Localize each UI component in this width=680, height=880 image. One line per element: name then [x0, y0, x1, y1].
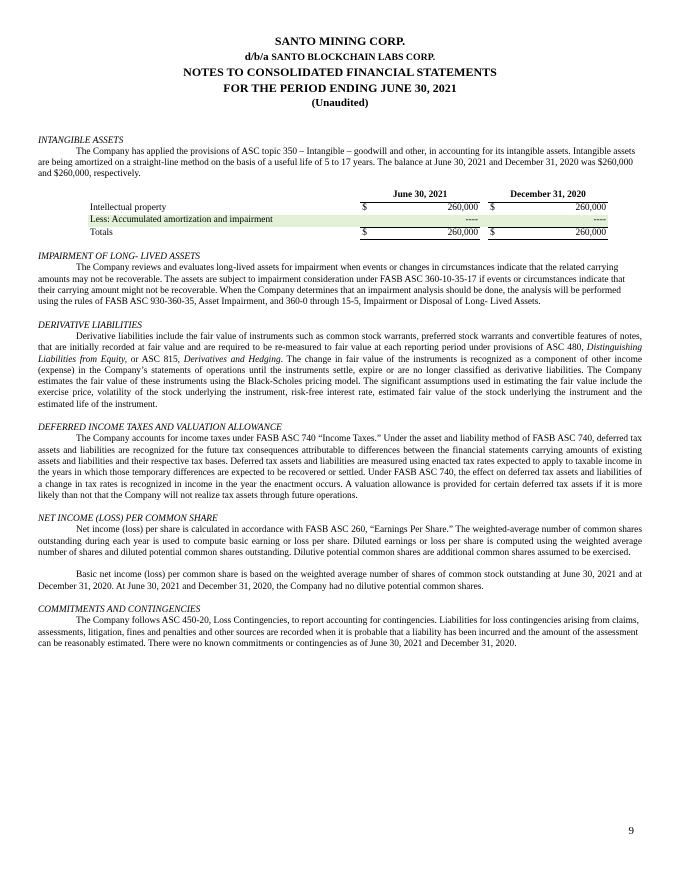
- section-paragraph: The Company reviews and evaluates long-lived assets for impairment when events or changes in circumstances indicate that the related carrying amounts may not be recoverable. The assets are subject to impairment consideration under FASB ASC 360-10-35-17 if events or circumstances indicate that their carrying amount might not be recoverable. When the Company determines that an impairment analysis should be done, the analysis will be performed using the rules of FASB ASC 930-360-35, Asset Impairment, and 360-0 through 15-5, Impairment or Disposal of Long- Lived Assets.: [38, 263, 625, 308]
- cell-value: 260,000: [447, 203, 479, 214]
- paragraph-text: Derivative liabilities include the fair value of instruments such as common stock warrants, preferred stock warrants and convertible features of notes, that are initially recorded at fair value and are required to be re-measured to fair value at each reporting period under provisions of ASC 480,: [38, 331, 642, 354]
- period-title: FOR THE PERIOD ENDING JUNE 30, 2021: [223, 80, 457, 95]
- section-title: INTANGIBLE ASSETS: [38, 135, 124, 146]
- cell-value: 260,000: [500, 227, 608, 240]
- paragraph-text: . The change in fair value of the instruments is recognized as a component of other income (expense) in the Company’s statements of operations until the instruments settle, expire or are no longer classified as derivative liabilities. The Company estimates the fair value of these instruments using the Black-Scholes pricing model. The significant assumptions used in estimating the fair value include the exercise price, volatility of the stock underlying the instrument, risk-free interest rate, estimated fair value of the stock underlying the instrument and the estimated life of the instrument.: [38, 354, 643, 410]
- currency-symbol: $: [490, 203, 495, 214]
- company-name: SANTO MINING CORP.: [274, 34, 406, 48]
- row-label: Less: Accumulated amortization and impairment: [88, 215, 360, 228]
- currency-symbol: [360, 215, 372, 228]
- section-title: COMMITMENTS AND CONTINGENCIES: [38, 604, 201, 615]
- currency-symbol: $: [488, 227, 500, 240]
- section-derivative-liabilities: [38, 321, 642, 411]
- cell-value: ----: [372, 215, 480, 228]
- table-row: [88, 215, 608, 228]
- cell-value: ----: [500, 215, 608, 228]
- paragraph-text: or ASC 815,: [130, 354, 181, 365]
- intangible-assets-table: [88, 190, 608, 241]
- currency-symbol: $: [360, 227, 372, 240]
- dba-line: [38, 50, 642, 66]
- cell-value: 260,000: [575, 203, 606, 214]
- table-header-row: [88, 190, 608, 203]
- section-commitments: [38, 605, 642, 650]
- cell-value: 260,000: [372, 227, 480, 240]
- section-paragraph: Net income (loss) per share is calculated in accordance with FASB ASC 260, “Earnings Per Share.” The weighted-average number of common shares outstanding during each year is used to compute basic earning or loss per share. Diluted earnings or loss per share is computed using the weighted average number of shares and diluted potential common shares outstanding. Dilutive potential common shares are additional common shares assumed to be exercised.: [38, 525, 642, 559]
- section-impairment: [38, 252, 642, 308]
- currency-symbol: $: [362, 203, 367, 214]
- table-row: [88, 202, 608, 215]
- section-deferred-income-taxes: [38, 423, 642, 502]
- section-paragraph: [38, 332, 642, 411]
- row-label: Totals: [90, 227, 113, 238]
- section-paragraph: The Company follows ASC 450-20, Loss Contingencies, to report accounting for contingencies. Liabilities for loss contingencies arising from claims, assessments, litigation, fines and penalties and other sources are recorded when it is probable that a liability has been incurred and the amount of the assessment can be reasonably estimated. There were no known commitments or contingencies as of June 30, 2021 and December 31, 2020.: [38, 616, 639, 649]
- section-intangible-assets: [38, 136, 642, 241]
- column-header-december-2020: December 31, 2020: [488, 190, 608, 203]
- standard-title: Derivatives and Hedging: [183, 354, 281, 365]
- document-header: [38, 34, 642, 112]
- currency-symbol: [488, 215, 500, 228]
- section-paragraph: The Company accounts for income taxes under FASB ASC 740 “Income Taxes.” Under the asset and liability method of FASB ASC 740, deferred tax assets and liabilities are recognized for the future tax consequences attributable to differences between the financial statements carrying amounts of existing assets and liabilities and their respective tax bases. Deferred tax assets and liabilities are measured using enacted tax rates expected to apply to taxable income in the years in which those temporary differences are expected to be recovered or settled. Under FASB ASC 740, the effect on deferred tax assets and liabilities of a change in tax rates is recognized in income in the year the enactment occurs. A valuation allowance is provided for certain deferred tax assets if it is more likely than not that the Company will not realize tax assets through future operations.: [38, 434, 642, 501]
- section-paragraph: Basic net income (loss) per common share is based on the weighted average number of shares of common stock outstanding at June 30, 2021 and at December 31, 2020. At June 30, 2021 and December 31, 2020, the Company had no dilutive potential common shares.: [38, 570, 642, 592]
- section-paragraph: The Company has applied the provisions of ASC topic 350 – Intangible – goodwill and other, in accounting for its intangible assets. Intangible assets are being amortized on a straight-line method on the basis of a useful life of 5 to 17 years. The balance at June 30, 2021 and December 31, 2020 was $260,000 and $260,000, respectively.: [38, 146, 636, 180]
- document-page: [38, 34, 642, 650]
- section-title: DERIVATIVE LIABILITIES: [38, 320, 142, 331]
- section-title: IMPAIRMENT OF LONG- LIVED ASSETS: [38, 252, 200, 263]
- notes-title: NOTES TO CONSOLIDATED FINANCIAL STATEMENTS: [183, 65, 497, 79]
- dba-name: SANTO BLOCKCHAIN LABS CORP.: [271, 51, 436, 63]
- section-title: DEFERRED INCOME TAXES AND VALUATION ALLOWANCE: [38, 423, 282, 434]
- unaudited-label: (Unaudited): [311, 97, 369, 109]
- dba-prefix: d/b/a: [244, 50, 269, 63]
- column-header-june-2021: June 30, 2021: [360, 190, 480, 203]
- page-number: 9: [628, 825, 634, 837]
- section-title: NET INCOME (LOSS) PER COMMON SHARE: [38, 514, 218, 525]
- row-label: Intellectual property: [90, 202, 167, 213]
- standard-title: Distinguishing Liabilities from Equity,: [38, 343, 643, 365]
- section-net-income-per-share: [38, 514, 642, 593]
- table-row-total: [88, 227, 608, 240]
